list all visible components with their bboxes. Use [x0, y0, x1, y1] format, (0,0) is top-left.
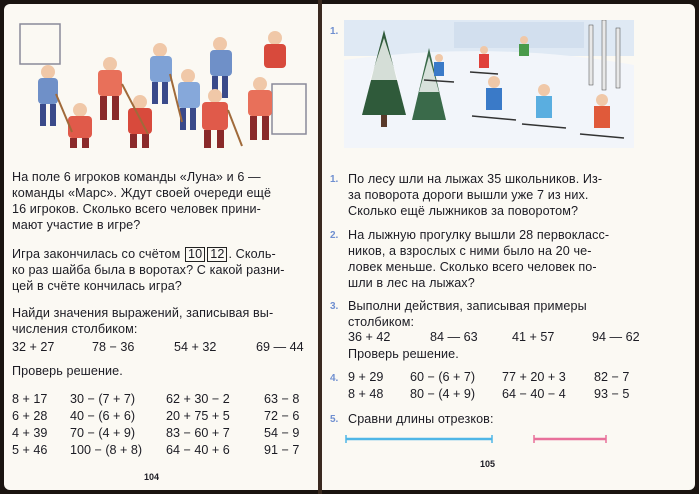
task1-line: команды «Марс». Ждут своей очереди ещё	[12, 186, 272, 200]
expression: 36 + 42	[348, 330, 391, 344]
expression: 32 + 27	[12, 340, 55, 354]
hockey-illustration	[10, 14, 310, 149]
task2-line: ко раз шайба была в воротах? С какой разни-	[12, 263, 285, 277]
check-solution: Проверь решение.	[12, 364, 123, 378]
page-number: 105	[480, 459, 496, 469]
expression: 63 − 8	[264, 392, 300, 406]
task1-line: Сколько ещё лыжников за поворотом?	[348, 204, 579, 218]
expression: 100 − (8 + 8)	[70, 443, 143, 457]
task2-line: На лыжную прогулку вышли 28 первокласс-	[348, 228, 610, 242]
expression: 60 − (6 + 7)	[410, 370, 476, 384]
expression: 93 − 5	[594, 387, 630, 401]
task3-line: Найди значения выражений, записывая вы-	[12, 306, 274, 320]
score-box-b: 12	[207, 247, 227, 262]
task1-line: мают участие в игре?	[12, 218, 141, 232]
expression: 62 + 30 − 2	[166, 392, 230, 406]
expression: 80 − (4 + 9)	[410, 387, 476, 401]
expression: 40 − (6 + 6)	[70, 409, 136, 423]
segments	[342, 432, 642, 446]
left-page	[4, 4, 318, 490]
expression: 94 — 62	[592, 330, 640, 344]
expression: 30 − (7 + 7)	[70, 392, 136, 406]
expression: 84 — 63	[430, 330, 478, 344]
skier	[519, 36, 529, 56]
expression: 64 − 40 − 4	[502, 387, 566, 401]
task1-line: На поле 6 игроков команды «Луна» и 6 —	[12, 170, 261, 184]
expression: 83 − 60 + 7	[166, 426, 230, 440]
expression: 64 − 40 + 6	[166, 443, 230, 457]
expression: 9 + 29	[348, 370, 384, 384]
picture-marker: 1.	[330, 26, 339, 37]
expression: 41 + 57	[512, 330, 555, 344]
task2-line: ников, а взрослых с ними было на 20 че-	[348, 244, 592, 258]
task3-line: числения столбиком:	[12, 322, 138, 336]
task5-line: Сравни длины отрезков:	[348, 412, 494, 426]
expression: 69 — 44	[256, 340, 304, 354]
expression: 20 + 75 + 5	[166, 409, 230, 423]
task2-line: цей в счёте кончилась игра?	[12, 279, 182, 293]
expression: 8 + 17	[12, 392, 48, 406]
expression: 82 − 7	[594, 370, 630, 384]
task1-line: за поворота дороги вышли уже 7 из них.	[348, 188, 589, 202]
task1-line: По лесу шли на лыжах 35 школьников. Из-	[348, 172, 603, 186]
task3-line: Выполни действия, записывая примеры	[348, 299, 587, 313]
task-number: 4.	[330, 373, 339, 384]
task2-line: Игра закончилась со счётом 10 12 . Сколь-	[12, 247, 276, 261]
expression: 72 − 6	[264, 409, 300, 423]
expression: 54 − 9	[264, 426, 300, 440]
right-page	[322, 4, 695, 490]
expression: 70 − (4 + 9)	[70, 426, 136, 440]
expression: 6 + 28	[12, 409, 48, 423]
skiing-illustration	[344, 20, 634, 148]
page-number: 104	[144, 472, 160, 482]
expression: 91 − 7	[264, 443, 300, 457]
task-number: 2.	[330, 230, 339, 241]
expression: 8 + 48	[348, 387, 384, 401]
check-solution: Проверь решение.	[348, 347, 459, 361]
task-number: 5.	[330, 414, 339, 425]
expression: 77 + 20 + 3	[502, 370, 566, 384]
task2-line: ловек меньше. Сколько всего человек по-	[348, 260, 597, 274]
task-number: 1.	[330, 174, 339, 185]
expression: 54 + 32	[174, 340, 217, 354]
task3-line: столбиком:	[348, 315, 415, 329]
score-box-a: 10	[185, 247, 205, 262]
task-number: 3.	[330, 301, 339, 312]
expression: 78 − 36	[92, 340, 135, 354]
task1-line: 16 игроков. Сколько всего человек прини-	[12, 202, 261, 216]
expression: 5 + 46	[12, 443, 48, 457]
expression: 4 + 39	[12, 426, 48, 440]
task2-line: шли в лес на лыжах?	[348, 276, 475, 290]
